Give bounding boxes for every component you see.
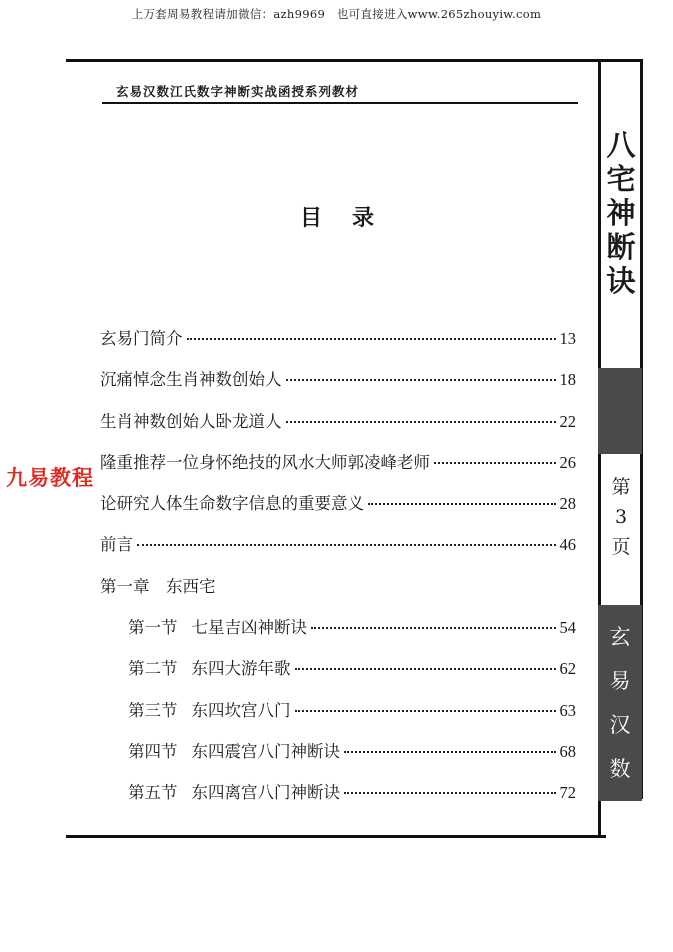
toc-section-title: 七星吉凶神断诀 [191,618,307,638]
side-title-char: 断 [606,230,636,264]
toc-section-number: 第二节 [128,659,178,679]
toc-section-page: 62 [559,659,576,679]
watermark-logo: 九易教程 [6,466,94,490]
running-header: 玄易汉数江氏数字神断实战函授系列教材 [116,84,360,99]
toc-leader-dots [137,544,556,546]
side-page-number [603,472,639,562]
toc-section[interactable] [100,738,576,779]
header-rule [102,102,578,104]
toc-leader-dots [434,462,556,464]
toc-entry-title: 玄易门简介 [100,329,183,348]
toc-section-page: 54 [559,618,576,638]
toc-leader-dots [344,792,556,794]
toc-entry-page: 13 [559,329,576,348]
toc-entry-page: 28 [559,494,576,514]
toc-section-number: 第三节 [128,700,178,720]
toc-leader-dots [286,379,556,381]
toc-section-title: 东四大游年歌 [191,659,291,679]
toc-entry-page: 18 [559,370,576,390]
side-book-title [603,128,639,298]
side-gray-block [598,368,642,454]
toc-leader-dots [187,338,556,340]
toc-chapter[interactable] [100,573,576,614]
side-series-block [598,605,642,801]
toc-leader-dots [311,627,556,629]
toc-entry[interactable] [100,366,576,407]
side-series-char: 汉 [609,713,631,737]
toc-entry-page: 26 [559,452,576,472]
toc-section-page: 68 [559,741,576,761]
side-series-char: 玄 [609,625,631,649]
side-page-char: 页 [611,536,631,558]
toc-section[interactable] [100,697,576,738]
toc-entry-title: 隆重推荐一位身怀绝技的风水大师郭凌峰老师 [100,452,430,472]
toc-entry[interactable] [100,531,576,572]
toc-section-number: 第四节 [128,741,178,761]
side-title-char: 诀 [606,264,636,298]
toc-entry[interactable] [100,408,576,449]
toc-leader-dots [368,503,556,505]
side-title-char: 宅 [606,162,636,196]
toc-section-title: 东四坎宫八门 [191,700,291,720]
side-title-char: 神 [606,196,636,230]
toc-section[interactable] [100,655,576,696]
toc-leader-dots [295,668,556,670]
toc-leader-dots [295,710,556,712]
toc-entry-page: 22 [559,411,576,431]
toc-entry[interactable] [100,449,576,490]
toc-entry[interactable] [100,490,576,531]
toc-leader-dots [344,751,556,753]
toc-leader-dots [286,421,556,423]
toc-section[interactable] [100,779,576,820]
top-banner: 上万套周易教程请加微信：azh9969 也可直接进入www.265zhouyiw.com [131,7,542,21]
toc-entry-title: 论研究人体生命数字信息的重要意义 [100,494,364,514]
side-series-char: 易 [609,669,631,693]
frame-top-rule [66,59,642,62]
toc-section-number: 第一节 [128,618,178,638]
toc-entry-title: 沉痛悼念生肖神数创始人 [100,370,282,390]
side-title-char: 八 [606,128,636,162]
frame-bottom-rule [66,835,606,838]
toc-entry-title: 生肖神数创始人卧龙道人 [100,411,282,431]
toc-section-number: 第五节 [128,783,178,803]
table-of-contents [100,325,576,821]
side-page-char: 3 [614,506,628,528]
toc-section-title: 东四离宫八门神断诀 [191,783,340,803]
side-series-char: 数 [609,757,631,781]
toc-entry-page: 46 [559,535,576,555]
toc-section-page: 63 [559,700,576,720]
side-page-char: 第 [611,476,631,498]
toc-entry[interactable] [100,325,576,366]
toc-title: 目录 [300,205,405,231]
toc-section-page: 72 [559,783,576,803]
toc-chapter-title: 第一章 东西宅 [100,576,216,596]
toc-section[interactable] [100,614,576,655]
toc-entry-title: 前言 [100,535,133,555]
toc-section-title: 东四震宫八门神断诀 [191,741,340,761]
